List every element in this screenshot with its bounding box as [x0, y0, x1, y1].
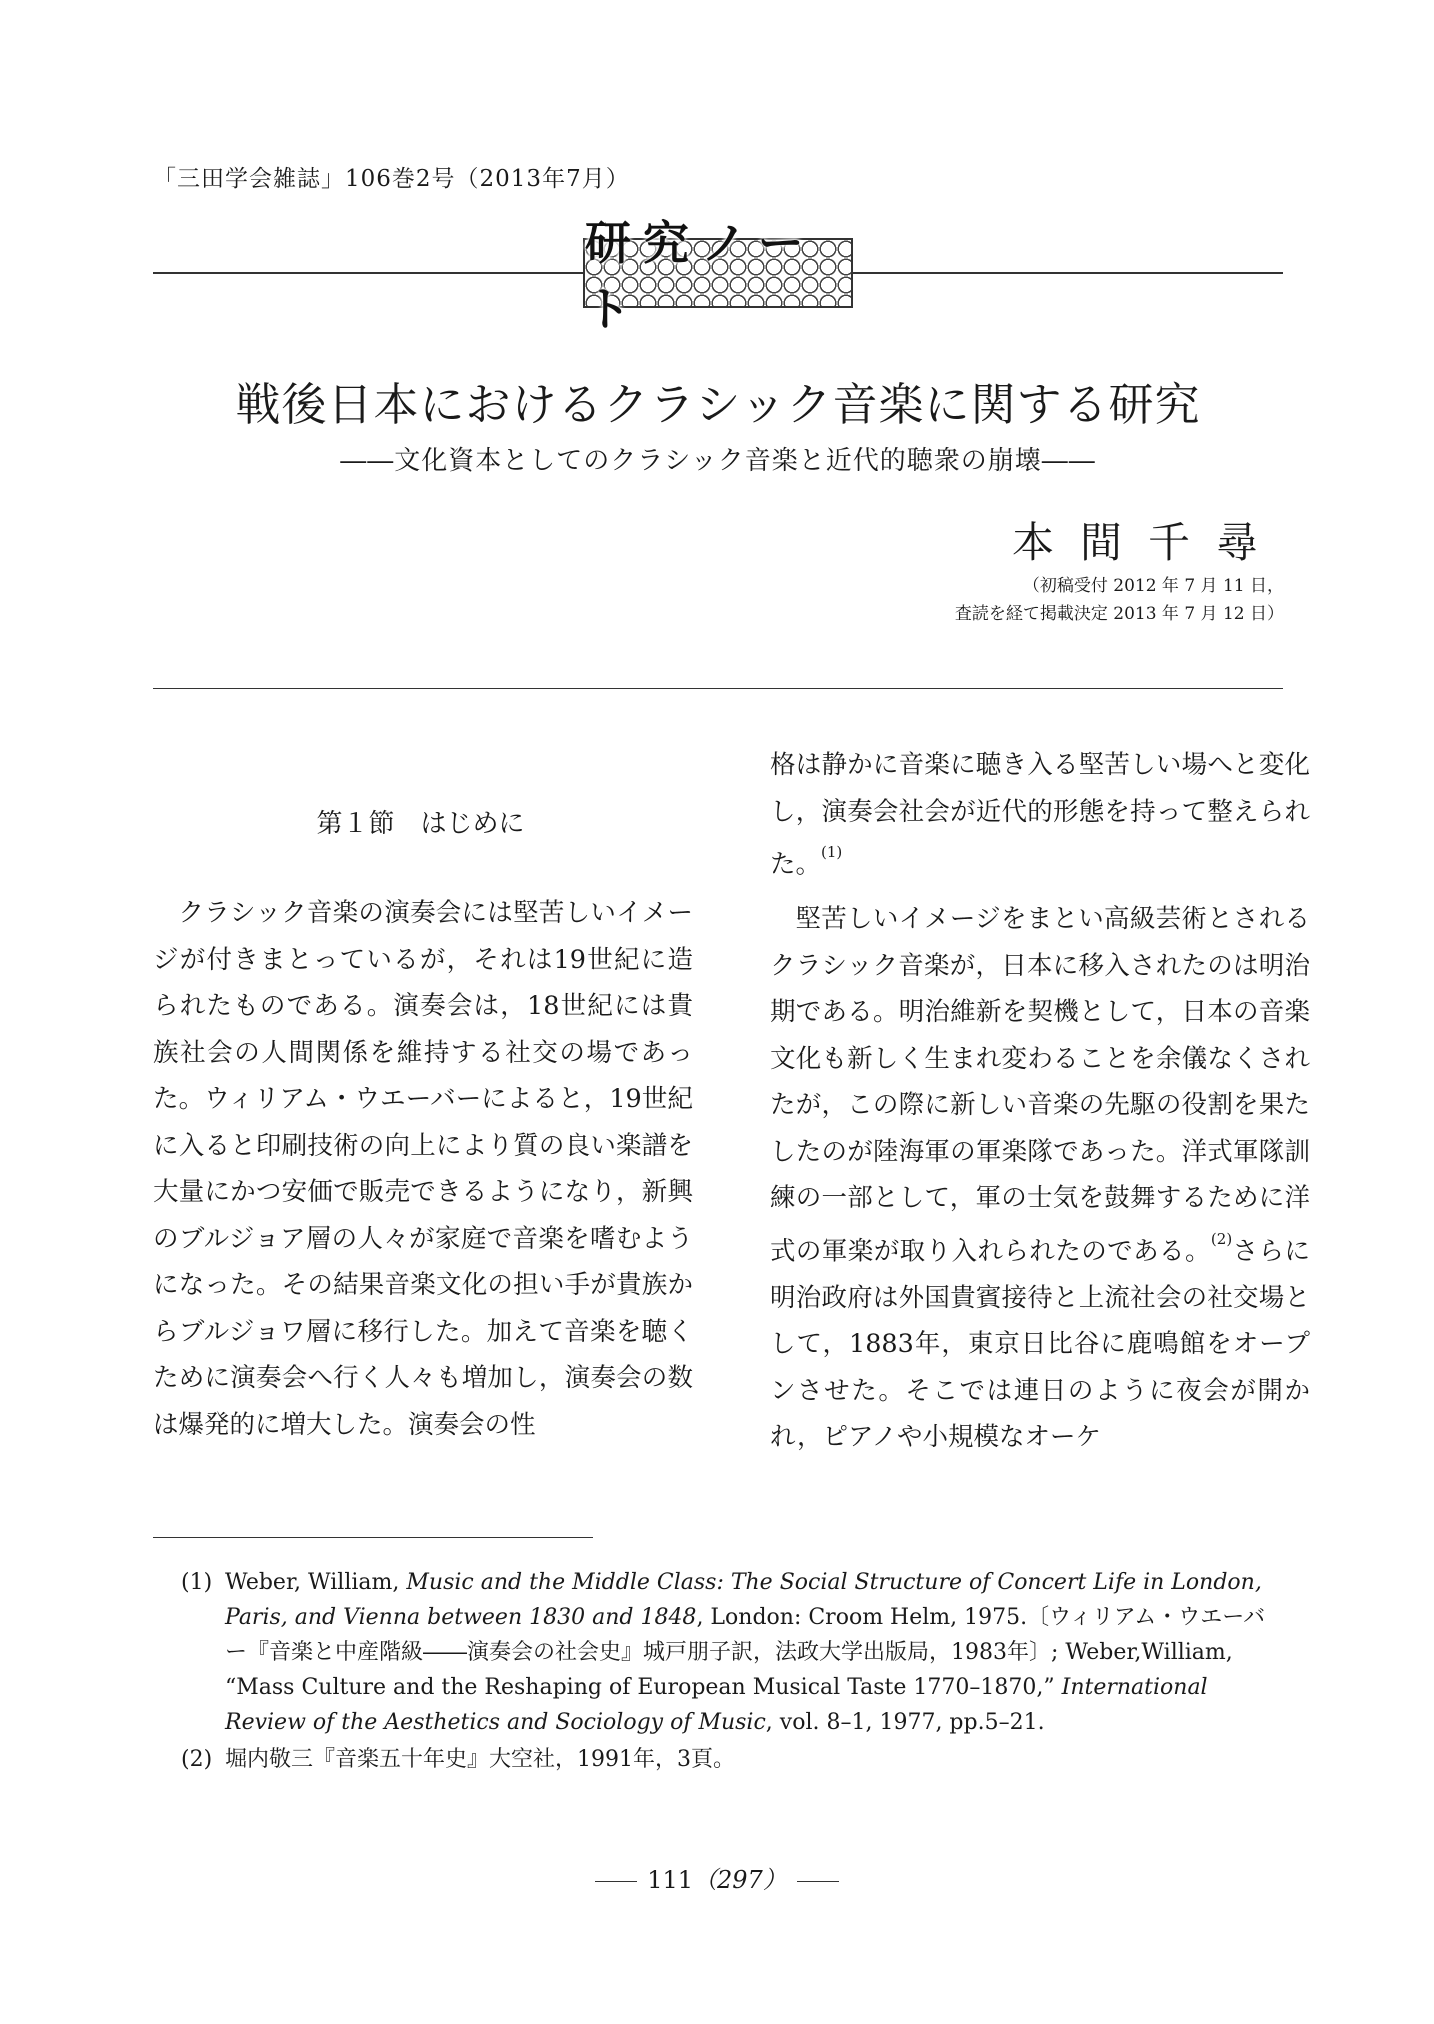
received-line-1: （初稿受付 2012 年 7 月 11 日， [1022, 576, 1284, 596]
left-paragraph: クラシック音楽の演奏会には堅苦しいイメージが付きまとっているが，それは19世紀に造られたものである。演奏会は，18世紀には貴族社会の人間関係を維持する社交の場であった。ウィリアム・ウエーバーによると，19世紀に入ると印刷技術の向上により質の良い楽譜を大量にかつ安価で販売できるようになり，新興のブルジョア層の人々が家庭で音楽を嗜むようになった。その結果音楽文化の担い手が貴族からブルジョワ層に移行した。加えて音楽を聴くために演奏会へ行く人々も増加し，演奏会の数は爆発的に増大した。演奏会の性 [153, 898, 693, 1440]
footnote-1-number: (1) [181, 1570, 213, 1595]
received-line-2: 査読を経て掲載決定 2013 年 7 月 12 日） [954, 604, 1284, 624]
page-number-dash-right [797, 1881, 839, 1882]
right-column [770, 742, 1310, 1461]
right-paragraph-2 [770, 896, 1310, 1461]
received-dates [955, 572, 1284, 628]
right-paragraph-1-text: 格は静かに音楽に聴き入る堅苦しい場へと変化し，演奏会社会が近代的形態を持って整えられた。 [770, 750, 1310, 880]
badge-label: 研究ノート [585, 216, 816, 336]
footnote-1-details: , London: Croom Helm, 1975.〔ウィリアム・ウエーバー『音楽と中産階級――演奏会の社会史』城戸朋子訳，法政大学出版局，1983年〕; Weber,William, “Mass Culture and the Reshaping of European Musical Taste 1770–1870,” [225, 1605, 1266, 1700]
left-column [153, 890, 693, 1448]
footnote-2-number: (2) [181, 1747, 213, 1772]
footnote-1-journal-title: International Review of the Aesthetics and Sociology of Music [225, 1675, 1208, 1735]
footnotes [153, 1565, 1283, 1779]
page-number-alt: （297） [693, 1866, 787, 1894]
footnote-1 [153, 1565, 1283, 1740]
right-paragraph-2b-text: さらに明治政府は外国貴賓接待と上流社会の社交場として，1883年，東京日比谷に鹿鳴館をオープンさせた。そこでは連日のように夜会が開かれ，ピアノや小規模なオーケ [770, 1236, 1310, 1452]
footnote-1-book-title: Music and the Middle Class: The Social Structure of Concert Life in London, Paris, and Vienna between 1830 and 1848 [225, 1570, 1262, 1630]
footnote-1-volume: , vol. 8–1, 1977, pp.5–21. [765, 1710, 1045, 1735]
section-heading: 第１節 はじめに [316, 809, 525, 839]
author-name: 本間千尋 [1011, 518, 1284, 567]
footnote-1-body [225, 1565, 1283, 1740]
footnote-2 [153, 1742, 1283, 1777]
footnote-marker-1[interactable]: (1) [821, 843, 843, 861]
header-divider [153, 688, 1283, 689]
page-number-main: 111 [647, 1866, 693, 1894]
page-number-dash-left [595, 1881, 637, 1882]
article-subtitle: ――文化資本としてのクラシック音楽と近代的聴衆の崩壊―― [340, 446, 1096, 476]
article-title: 戦後日本におけるクラシック音楽に関する研究 [235, 378, 1201, 431]
article-type-badge [583, 216, 853, 336]
right-paragraph-2a-text: 堅苦しいイメージをまとい高級芸術とされるクラシック音楽が，日本に移入されたのは明治期である。明治維新を契機として，日本の音楽文化も新しく生まれ変わることを余儀なくされたが，この際に新しい音楽の先駆の役割を果たしたのが陸海軍の軍楽隊であった。洋式軍隊訓練の一部として，軍の士気を鼓舞するために洋式の軍楽が取り入れられたのである。 [770, 904, 1310, 1266]
footnote-rule [153, 1537, 593, 1538]
footnote-2-body: 堀内敬三『音楽五十年史』大空社，1991年，3頁。 [225, 1747, 735, 1772]
right-paragraph-1 [770, 742, 1310, 888]
page-number [0, 1860, 1434, 1895]
journal-header: 「三田学会雑誌」106巻2号（2013年7月） [153, 166, 630, 192]
footnote-marker-2[interactable]: (2) [1210, 1229, 1233, 1248]
footnote-1-author: Weber, William, [225, 1570, 407, 1595]
